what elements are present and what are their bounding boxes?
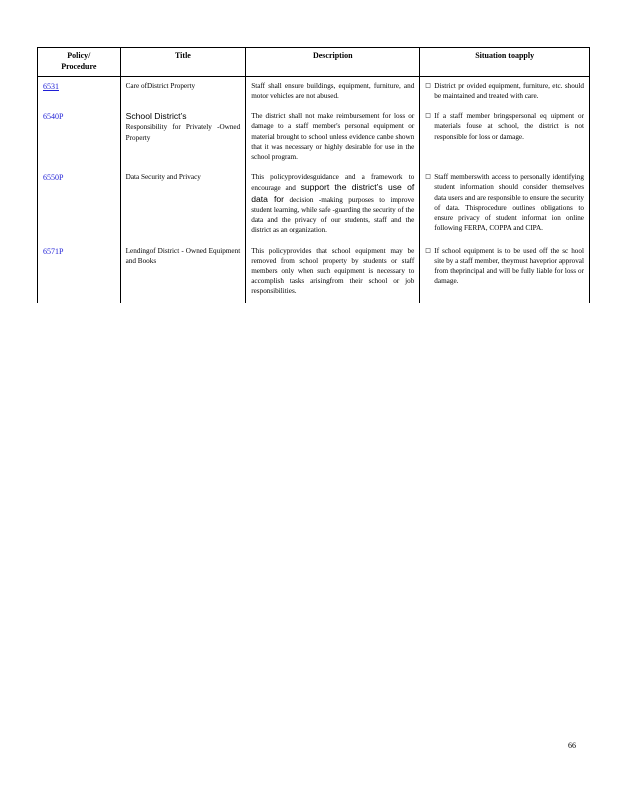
- table-row: [38, 76, 590, 107]
- header-policy-line2: Procedure: [61, 62, 97, 72]
- policy-title-emphasis: School District’s: [125, 111, 187, 122]
- header-title: Title: [120, 48, 246, 77]
- policy-situation-cell: [420, 107, 590, 168]
- policy-id-cell: [38, 242, 121, 303]
- bullet-icon: □: [425, 81, 431, 89]
- bullet-icon: □: [425, 173, 431, 181]
- policy-id: 6550P: [43, 173, 64, 183]
- policy-description-cell: This policyprovides that school equipment may be removed from school property by students or staff members only when such equipment is necessary to accomplish tasks arisingfrom their school or job responsibilities.: [246, 242, 420, 303]
- situation-text: If school equipment is to be used off the sc hool site by a staff member, theymust haveprior approval from theprincipal and will be fully liable for loss or damage.: [434, 246, 584, 286]
- header-policy-procedure: [38, 48, 121, 77]
- policy-title-cell: Lendingof District - Owned Equipment and Books: [120, 242, 246, 303]
- policy-id-cell: [38, 107, 121, 168]
- table-row: [38, 168, 590, 241]
- table-header-row: [38, 48, 590, 77]
- description-start: This policyprovidesguidance and a framework to encourage and: [251, 173, 415, 193]
- policy-id-cell: [38, 168, 121, 241]
- situation-text: If a staff member bringspersonal eq uipment or materials fouse at school, the district is not responsible for loss or damage.: [434, 112, 584, 141]
- table-row: [38, 242, 590, 303]
- policy-title-cell: Care ofDistrict Property: [120, 76, 246, 107]
- policy-id: 6540P: [43, 112, 64, 122]
- situation-text: Staff memberswith access to personally identifying student information should consider themselves data users and are responsible to ensure the security of data. Thisprocedure outlines obligations to ensure privacy of student informat ion online following FERPA, COPPA and CIPA.: [434, 173, 584, 233]
- policy-situation-cell: [420, 76, 590, 107]
- policy-description-cell: [246, 168, 420, 241]
- table-row: [38, 107, 590, 168]
- bullet-icon: □: [425, 246, 431, 254]
- header-policy-line1: Policy/: [67, 51, 91, 60]
- policy-situation-cell: [420, 242, 590, 303]
- policy-title-cell: [120, 107, 246, 168]
- header-situation: Situation toapply: [420, 48, 590, 77]
- policy-description-cell: The district shall not make reimbursement for loss or damage to a staff member's personal equipment or material brought to school unless evidence canbe shown that it was necessary or highly desirable for use in the school program.: [246, 107, 420, 168]
- page-number: 66: [568, 741, 576, 750]
- description-emphasis: support the district’s use of data for: [251, 182, 415, 204]
- policy-situation-cell: [420, 168, 590, 241]
- policy-title-rest: Responsibility for Privately -Owned Property: [125, 123, 241, 142]
- policy-id-cell: [38, 76, 121, 107]
- description-end: decision -making purposes to improve student learning, while safe -guarding the security of the data and the privacy of our students, staff and the district as an organization.: [251, 195, 415, 235]
- policy-table: [37, 47, 590, 303]
- header-description: Description: [246, 48, 420, 77]
- situation-text: District pr ovided equipment, furniture, etc. should be maintained and treated with care.: [434, 81, 584, 100]
- policy-description-cell: Staff shall ensure buildings, equipment, furniture, and motor vehicles are not abused.: [246, 76, 420, 107]
- bullet-icon: □: [425, 112, 431, 120]
- policy-title-cell: Data Security and Privacy: [120, 168, 246, 241]
- policy-link-6531[interactable]: 6531: [43, 81, 59, 91]
- policy-id: 6571P: [43, 246, 64, 256]
